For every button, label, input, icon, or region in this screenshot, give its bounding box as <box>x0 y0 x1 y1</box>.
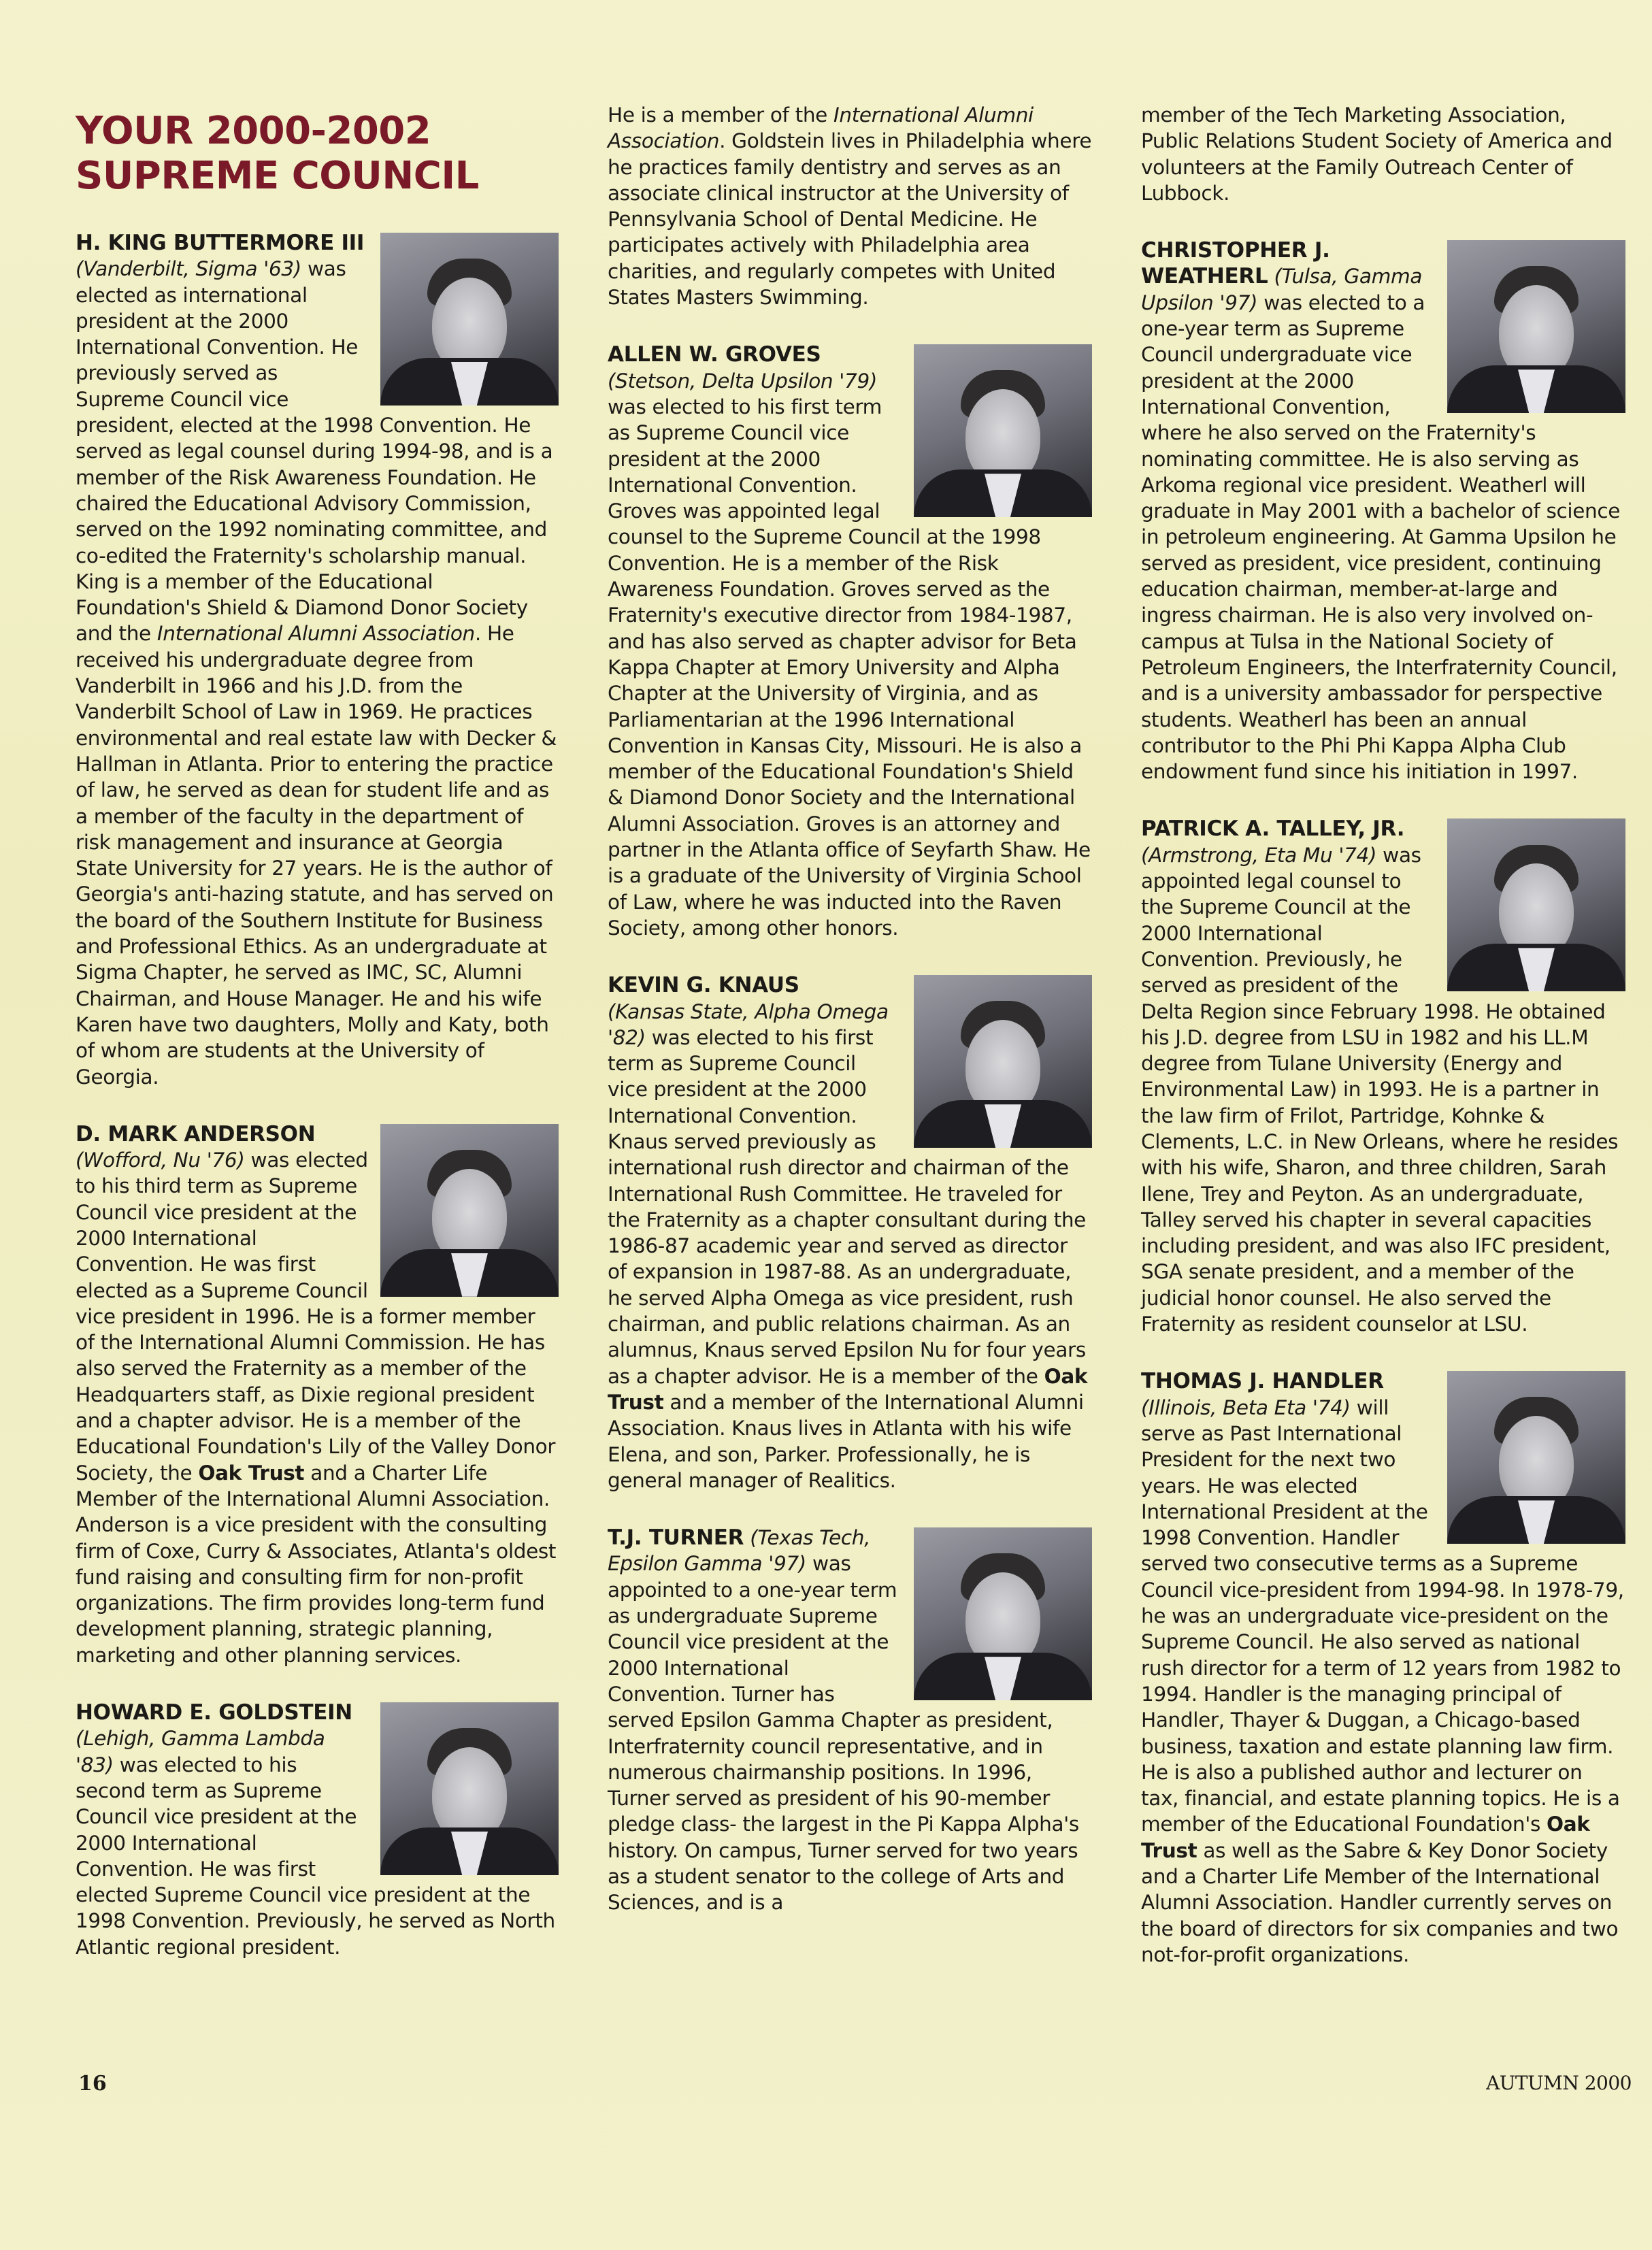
person-affiliation: (Armstrong, Eta Mu '74) <box>1141 843 1377 867</box>
portrait-photo-weatherl <box>1447 240 1625 413</box>
bio-handler <box>1141 1368 1625 1968</box>
bio-body: . He received his undergraduate degree from Vanderbilt in 1966 and his J.D. from the Vanderbilt School of Law in 1969. He practices environmental and real estate law with Decker & Hallman in Atlanta. Prior to entering the practice of law, he served as dean for student life and as a member of the faculty in the department of risk management and insurance at Georgia State University for 27 years. He is the author of Georgia's anti-hazing statute, and has served on the board of the Southern Institute for Business and Professional Ethics. As an undergraduate at Sigma Chapter, he served as IMC, SC, Alumni Chairman, and House Manager. He and his wife Karen have two daughters, Molly and Katy, both of whom are students at the University of Georgia. <box>76 622 557 1089</box>
bio-body: was elected to his third term as Supreme Council vice president at the 2000 International Convention. He was first elected as a Supreme Council vice president in 1996. He is a former member of the International Alumni Commission. He has also served the Fraternity as a member of the Headquarters staff, as Dixie regional president and a chapter advisor. He is a member of the Educational Foundation's Lily of the Valley Donor Society, the <box>76 1148 556 1485</box>
bio-goldstein <box>76 1700 559 1960</box>
person-affiliation: (Illinois, Beta Eta '74) <box>1141 1395 1351 1419</box>
person-affiliation: (Lehigh, Gamma Lambda '83) <box>76 1727 325 1776</box>
person-affiliation: (Tulsa, Gamma Upsilon '97) <box>1141 265 1423 314</box>
person-name: T.J. TURNER <box>608 1525 744 1551</box>
bio-body: member of the Tech Marketing Association, Public Relations Student Society of America and volunteers at the Family Outreach Center of Lubbock. <box>1141 103 1613 205</box>
bio-body: as well as the Sabre & Key Donor Society and a Charter Life Member of the International Alumni Association. Handler currently serves on the board of directors for six companies and two not-for-profit organizations. <box>1141 1838 1619 1966</box>
issue-label: AUTUMN 2000 <box>1486 2072 1632 2094</box>
bio-goldstein-continued <box>608 102 1092 310</box>
portrait-photo-goldstein <box>380 1702 559 1875</box>
bio-body: was elected as international president at the 2000 International Convention. He previously served as Supreme Council vice president, elected at the 1998 Convention. He served as legal counsel during 1994-98, and is a member of the Risk Awareness Foundation. He chaired the Educational Advisory Commission, served on the 1992 nominating committee, and co-edited the Fraternity's scholarship manual. King is a member of the Educational Foundation's Shield & Diamond Donor Society and the <box>76 257 553 646</box>
bio-body: was appointed legal counsel to the Supreme Council at the 2000 International Convention. Previously, he served as president of the Delta Region since February 1998. He obtained his J.D. degree from LSU in 1982 and his LL.M degree from Tulane University (Energy and Environmental Law) in 1993. He is a partner in the law firm of Frilot, Partridge, Kohnke & Clements, L.C. in New Orleans, where he resides with his wife, Sharon, and three children, Sarah Ilene, Trey and Peyton. As an undergraduate, Talley served his chapter in several capacities including president, and was also IFC president, SGA senate president, and a member of the judicial honor counsel. He also served the Fraternity as resident counselor at LSU. <box>1141 843 1619 1336</box>
column-1 <box>76 102 559 1991</box>
bio-body: was elected to his first term as Supreme Council vice president at the 2000 International Convention. Knaus served previously as international rush director and chairman of the International Rush Committee. He traveled for the Fraternity as a chapter consultant during the 1986-87 academic year and served as director of expansion in 1987-88. As an undergraduate, he served Alpha Omega as vice president, rush chairman, and public relations chairman. As an alumnus, Knaus served Epsilon Nu for four years as a chapter advisor. He is a member of the <box>608 1025 1086 1388</box>
bio-body: and a member of the International Alumni Association. Knaus lives in Atlanta with his wife Elena, and son, Parker. Professionally, he is general manager of Realitics. <box>608 1390 1084 1492</box>
bio-bold: Oak Trust <box>608 1364 1088 1414</box>
portrait-photo-buttermore <box>380 233 559 406</box>
bio-emphasis: International Alumni Association <box>156 622 475 646</box>
bio-body: was elected to a one-year term as Supreme Council undergraduate vice president at the 2000 International Convention, where he also served on the Fraternity's nominating committee. He is also serving as Arkoma regional vice president. Weatherl will graduate in May 2001 with a bachelor of science in petroleum engineering. At Gamma Upsilon he served as president, vice president, continuing education chairman, member-at-large and ingress chairman. He is also very involved on-campus at Tulsa in the National Society of Petroleum Engineers, the Interfraternity Council, and is a university ambassador for perspective students. Weatherl has been an annual contributor to the Phi Phi Kappa Alpha Club endowment fund since his initiation in 1997. <box>1141 291 1621 784</box>
bio-body: and a Charter Life Member of the International Alumni Association. Anderson is a vice president with the consulting firm of Coxe, Curry & Associates, Atlanta's oldest fund raising and consulting firm for non-profit organizations. The firm provides long-term fund development planning, strategic planning, marketing and other planning services. <box>76 1461 557 1667</box>
bio-talley <box>1141 816 1625 1337</box>
page-title-line-2: SUPREME COUNCIL <box>76 154 479 198</box>
portrait-photo-handler <box>1447 1371 1625 1544</box>
bio-groves <box>608 342 1092 941</box>
bio-knaus <box>608 972 1092 1493</box>
bio-text <box>608 102 1092 310</box>
portrait-photo-knaus <box>914 975 1092 1148</box>
bio-turner <box>608 1525 1092 1915</box>
bio-text <box>1141 102 1625 206</box>
person-affiliation: (Kansas State, Alpha Omega '82) <box>608 999 889 1049</box>
bio-buttermore <box>76 230 559 1090</box>
bio-bold: Oak Trust <box>198 1461 305 1485</box>
portrait-photo-talley <box>1447 818 1625 991</box>
bio-body: He is a member of the <box>608 103 834 127</box>
bio-weatherl <box>1141 237 1625 784</box>
bio-anderson <box>76 1121 559 1668</box>
person-affiliation: (Stetson, Delta Upsilon '79) <box>608 369 878 393</box>
bio-body: was elected to his first term as Supreme Council vice president at the 2000 International Convention. Groves was appointed legal counsel to the Supreme Council at the 1998 Convention. He is a member of the Risk Awareness Foundation. Groves served as the Fraternity's executive director from 1984-1987, and has also served as chapter advisor for Beta Kappa Chapter at Emory University and Alpha Chapter at the University of Virginia, and as Parliamentarian at the 1996 International Convention in Kansas City, Missouri. He is also a member of the Educational Foundation's Shield & Diamond Donor Society and the International Alumni Association. Groves is an attorney and partner in the Atlanta office of Seyfarth Shaw. He is a graduate of the University of Virginia School of Law, where he was inducted into the Raven Society, among other honors. <box>608 395 1091 940</box>
person-name: H. KING BUTTERMORE III <box>76 231 365 255</box>
bio-body: . Goldstein lives in Philadelphia where he practices family dentistry and serves as an associate clinical instructor at the University of Pennsylvania School of Dental Medicine. He participates actively with Philadelphia area charities, and regularly competes with United States Masters Swimming. <box>608 129 1092 310</box>
person-name: KEVIN G. KNAUS <box>608 973 799 998</box>
person-name: HOWARD E. GOLDSTEIN <box>76 1700 352 1725</box>
person-name: ALLEN W. GROVES <box>608 342 821 367</box>
person-affiliation: (Vanderbilt, Sigma '63) <box>76 257 301 281</box>
bio-body: was elected to his second term as Supreme Council vice president at the 2000 International Convention. He was first elected Supreme Council vice president at the 1998 Convention. Previously, he served as North Atlantic regional president. <box>76 1753 555 1959</box>
page-title-line-1: YOUR 2000-2002 <box>76 109 431 153</box>
portrait-photo-anderson <box>380 1124 559 1297</box>
bio-body: will serve as Past International President for the next two years. He was elected International President at the 1998 Convention. Handler served two consecutive terms as a Supreme Council vice-president from 1994-98. In 1978-79, he was an undergraduate vice-president on the Supreme Council. He also served as national rush director for a term of 12 years from 1982 to 1994. Handler is the managing principal of Handler, Thayer & Duggan, a Chicago-based business, taxation and estate planning law firm. He is also a published author and lecturer on tax, financial, and estate planning topics. He is a member of the Educational Foundation's <box>1141 1395 1624 1836</box>
page-number: 16 <box>78 2072 107 2096</box>
bio-body: was appointed to a one-year term as undergraduate Supreme Council vice president at the 2000 International Convention. Turner has served Epsilon Gamma Chapter as president, Interfraternity council representative, and in numerous chairmanship positions. In 1996, Turner served as president of his 90-member pledge class- the largest in the Pi Kappa Alpha's history. On campus, Turner served for two years as a student senator to the college of Arts and Sciences, and is a <box>608 1552 1079 1915</box>
person-affiliation: (Texas Tech, Epsilon Gamma '97) <box>608 1526 871 1576</box>
bio-bold: Oak Trust <box>1141 1813 1590 1862</box>
bio-emphasis: International Alumni Association <box>608 103 1034 153</box>
column-3 <box>1141 102 1625 1999</box>
column-2 <box>608 102 1092 1947</box>
portrait-photo-groves <box>914 344 1092 517</box>
person-affiliation: (Wofford, Nu '76) <box>76 1148 245 1172</box>
page-title <box>76 109 559 199</box>
person-name: THOMAS J. HANDLER <box>1141 1369 1384 1394</box>
person-name: D. MARK ANDERSON <box>76 1121 316 1146</box>
person-name: CHRISTOPHER J. WEATHERL <box>1141 238 1330 289</box>
portrait-photo-turner <box>914 1527 1092 1700</box>
bio-turner-continued <box>1141 102 1625 206</box>
person-name: PATRICK A. TALLEY, JR. <box>1141 816 1405 842</box>
